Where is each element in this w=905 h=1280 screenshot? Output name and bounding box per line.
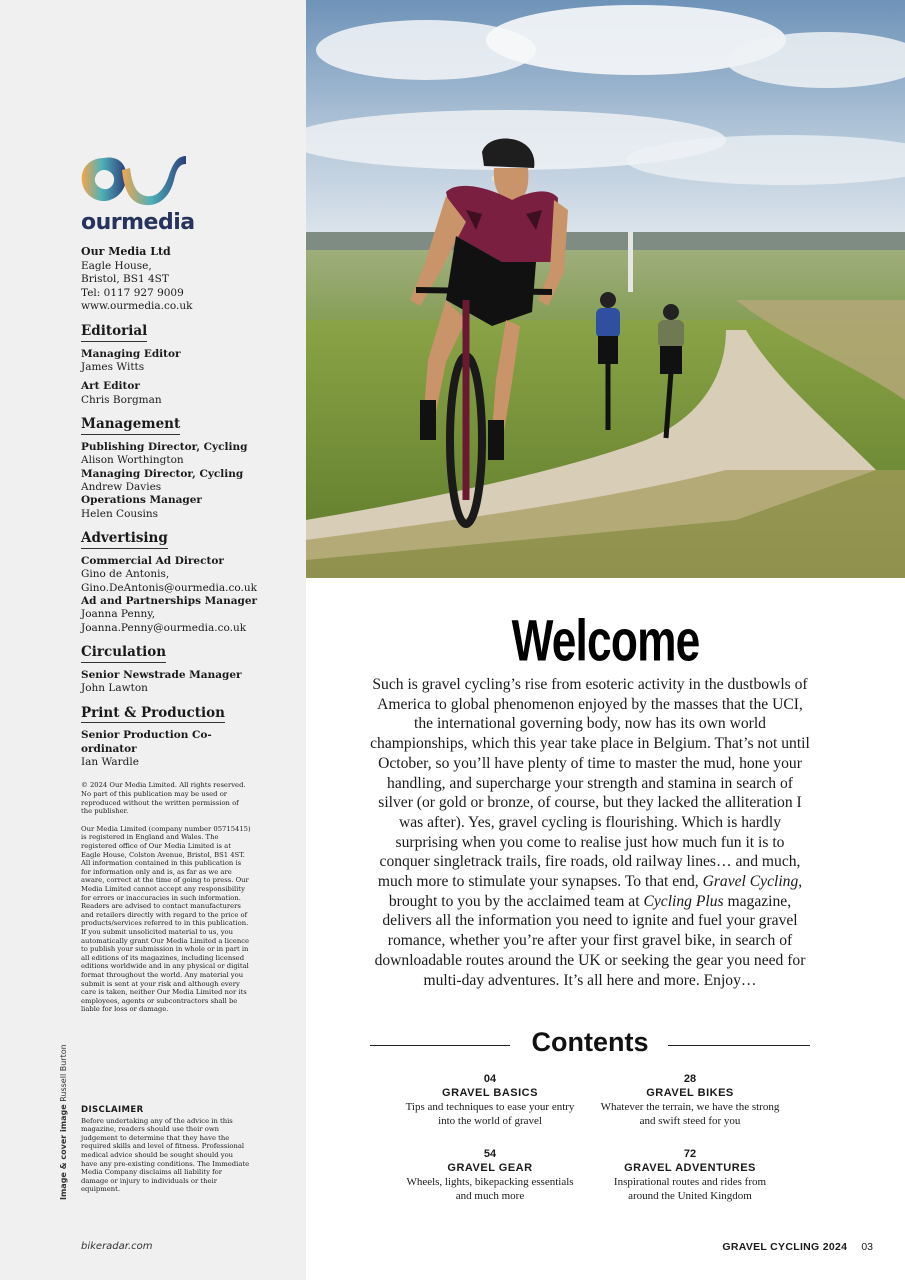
staff-email[interactable]: Gino.DeAntonis@ourmedia.co.uk bbox=[81, 581, 257, 594]
staff-name: Ian Wardle bbox=[81, 756, 139, 769]
ourmedia-logo-icon bbox=[78, 150, 190, 208]
section-heading-production: Print & Production bbox=[81, 707, 225, 724]
staff-name: Joanna Penny, bbox=[81, 608, 156, 621]
staff-name: John Lawton bbox=[81, 682, 148, 695]
toc-item[interactable] bbox=[600, 1072, 780, 1128]
disclaimer-heading: DISCLAIMER bbox=[81, 1105, 144, 1115]
staff-name: Helen Cousins bbox=[81, 507, 159, 520]
toc-description: Wheels, lights, bikepacking essentials and much more bbox=[406, 1176, 574, 1202]
toc-title: GRAVEL ADVENTURES bbox=[624, 1162, 756, 1174]
image-credit bbox=[59, 1044, 68, 1200]
role-title: Publishing Director, Cycling bbox=[81, 440, 248, 453]
company-legal-notice: Our Media Limited (company number 05715415) is registered in England and Wales. The registered office of Our Media Limited is at Eagle House, Colston Avenue, Bristol, BS1 4ST. All information contained in this publication is for information only and is, as far as we are aware, correct at the time of going to press. Our Media Limited cannot accept any responsibility for errors or inaccuracies in such information. Readers are advised to contact manufacturers and retailers directly with regard to the price of products/services referred to in this publication. If you submit unsolicited material to us, you automatically grant Our Media Limited a licence to publish your submission in whole or in part in all editions of its magazines, including licensed editions worldwide and in any physical or digital format throughout the world. Any material you submit is sent at your risk and although every care is taken, neither Our Media Limited nor its employees, agents or subcontractors shall be liable for loss or damage. bbox=[81, 824, 251, 1014]
role-title: Commercial Ad Director bbox=[81, 554, 224, 567]
masthead-credits bbox=[81, 245, 261, 1014]
toc-item[interactable] bbox=[400, 1072, 580, 1128]
ourmedia-wordmark: ourmedia bbox=[81, 210, 195, 235]
section-heading-advertising: Advertising bbox=[81, 532, 168, 549]
staff-name: Chris Borgman bbox=[81, 393, 162, 406]
toc-title: GRAVEL GEAR bbox=[447, 1162, 533, 1174]
role-title: Operations Manager bbox=[81, 494, 202, 507]
copyright-notice: © 2024 Our Media Limited. All rights reserved. No part of this publication may be used or reproduced without the written permission of the publisher. bbox=[81, 781, 246, 816]
role-title: Ad and Partnerships Manager bbox=[81, 595, 258, 608]
role-title: Senior Newstrade Manager bbox=[81, 668, 242, 681]
toc-description: Tips and techniques to ease your entry into the world of gravel bbox=[405, 1101, 575, 1127]
welcome-body bbox=[370, 675, 810, 990]
publisher-address bbox=[81, 245, 261, 314]
toc-description: Whatever the terrain, we have the strong and swift steed for you bbox=[600, 1101, 780, 1127]
staff-name: Alison Worthington bbox=[81, 454, 184, 467]
magazine-name: Gravel Cycling bbox=[702, 873, 799, 891]
role-title: Senior Production Co-ordinator bbox=[81, 729, 212, 755]
hero-photo bbox=[306, 0, 905, 578]
toc-title: GRAVEL BASICS bbox=[442, 1087, 538, 1099]
disclaimer bbox=[81, 1106, 251, 1194]
section-heading-management: Management bbox=[81, 418, 180, 435]
staff-name: James Witts bbox=[81, 360, 145, 373]
welcome-text-tail: magazine, delivers all the information you need to ignite and fuel your gravel romance, whether you’re after your first gravel bike, in search of downloadable routes around the UK or seeking the gear you need for multi-day adventures. It’s all here and more. Enjoy… bbox=[374, 892, 806, 989]
masthead-sidebar bbox=[0, 0, 306, 1280]
image-credit-label: Image & cover image bbox=[59, 1104, 68, 1200]
staff-name: Andrew Davies bbox=[81, 481, 162, 493]
role-title: Art Editor bbox=[81, 380, 140, 393]
contents-heading bbox=[370, 1027, 810, 1063]
role-title: Managing Director, Cycling bbox=[81, 467, 244, 480]
welcome-text-mid: , brought to you by the acclaimed team at bbox=[388, 873, 803, 910]
footer-website[interactable]: bikeradar.com bbox=[81, 1241, 153, 1252]
footer-magazine-title: GRAVEL CYCLING 2024 bbox=[722, 1241, 848, 1253]
address-phone: Tel: 0117 927 9009 bbox=[81, 286, 184, 299]
section-heading-circulation: Circulation bbox=[81, 646, 166, 663]
toc-page-number: 04 bbox=[483, 1073, 497, 1085]
contents-title: Contents bbox=[531, 1027, 649, 1057]
toc-item[interactable] bbox=[600, 1147, 780, 1203]
magazine-name: Cycling Plus bbox=[643, 892, 724, 910]
disclaimer-text: Before undertaking any of the advice in this magazine, readers should use their own judgement to determine that they have the required skills and level of fitness. Professional medical advice should be sought should you have any pre-existing conditions. The Immediate Media Company disclaims all liability for damage or injury to individuals or their equipment. bbox=[81, 1116, 250, 1194]
section-heading-editorial: Editorial bbox=[81, 325, 147, 342]
toc-item[interactable] bbox=[400, 1147, 580, 1203]
address-website[interactable]: www.ourmedia.co.uk bbox=[81, 300, 193, 313]
toc-description: Inspirational routes and rides from around the United Kingdom bbox=[613, 1176, 767, 1202]
company-name: Our Media Ltd bbox=[81, 245, 171, 258]
page-footer bbox=[722, 1241, 873, 1253]
role-title: Managing Editor bbox=[81, 347, 181, 360]
toc-page-number: 72 bbox=[683, 1148, 697, 1160]
image-credit-name: Russell Burton bbox=[59, 1044, 68, 1102]
toc-title: GRAVEL BIKES bbox=[646, 1087, 734, 1099]
toc-page-number: 28 bbox=[683, 1073, 697, 1085]
welcome-text-lead: Such is gravel cycling’s rise from esoteric activity in the dustbowls of America to global phenomenon enjoyed by the masses that the UCI, the international governing body, now has its own world championships, which this year take place in Belgium. That’s not until October, so you’ll have plenty of time to master the mud, hone your handling, and supercharge your strength and stamina in search of silver (or gold or bronze, of course, but they lacked the alliteration I was after). Yes, gravel cycling is flourishing. Which is hardly surprising when you come to realise just how much fun it is to conquer singletrack trails, fire roads, old railway lines… and much, much more to stimulate your synapses. To that end, bbox=[370, 676, 810, 891]
page-number: 03 bbox=[861, 1241, 873, 1253]
staff-name: Gino de Antonis, bbox=[81, 568, 170, 581]
toc-page-number: 54 bbox=[483, 1148, 497, 1160]
welcome-title: Welcome bbox=[511, 608, 700, 674]
address-line: Eagle House, bbox=[81, 259, 152, 272]
staff-email[interactable]: Joanna.Penny@ourmedia.co.uk bbox=[81, 621, 247, 634]
address-line: Bristol, BS1 4ST bbox=[81, 273, 169, 286]
gravel-riders-photo bbox=[306, 0, 905, 578]
